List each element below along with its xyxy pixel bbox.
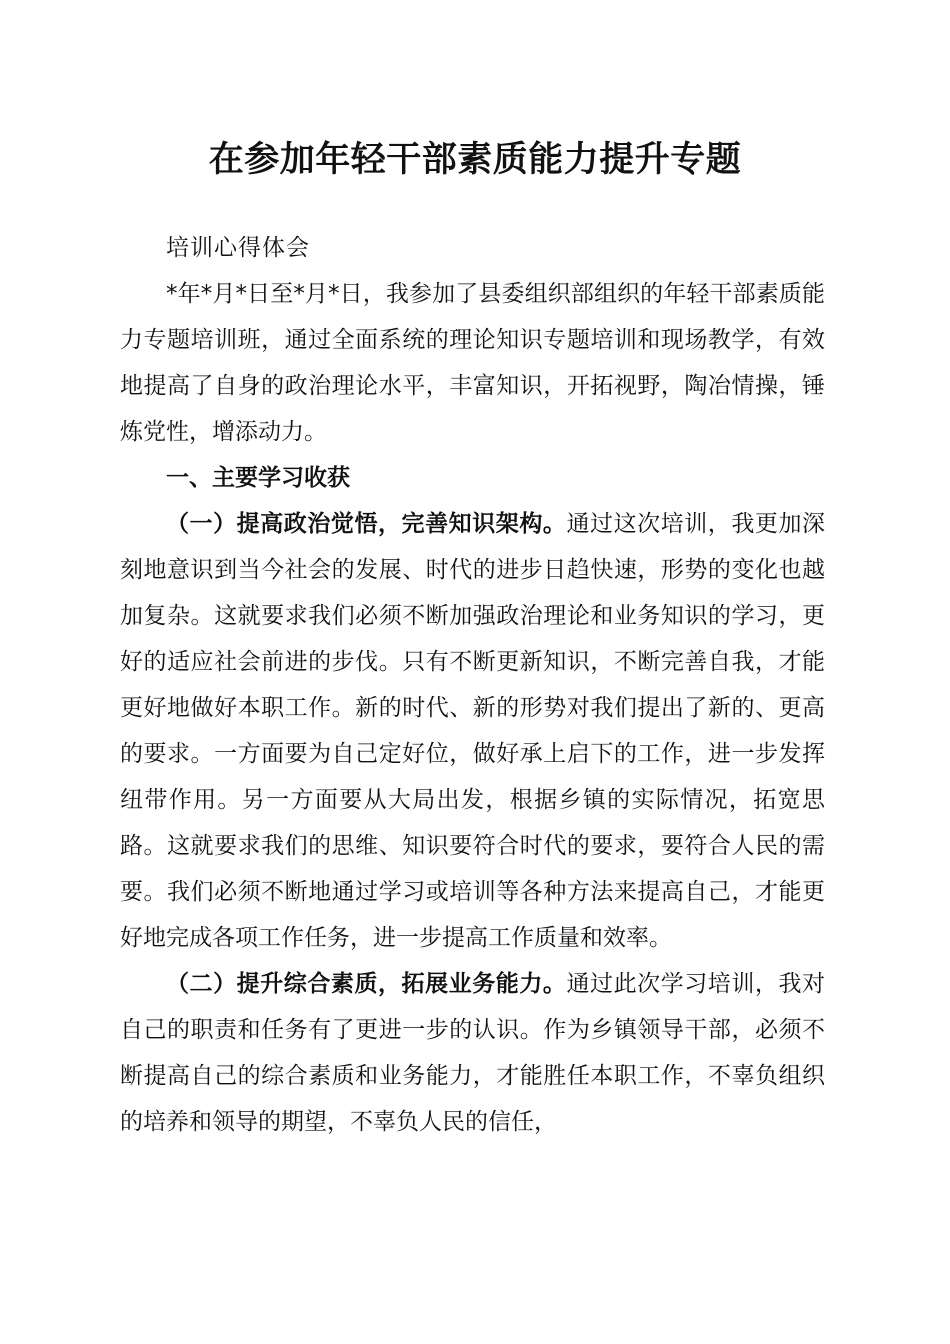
- paragraph-two-lead: （二）提升综合素质，拓展业务能力。: [166, 971, 567, 997]
- paragraph-two-body: 通过此次学习培训，我对自己的职责和任务有了更进一步的认识。作为乡镇领导干部，必须不断提高自己的综合素质和业务能力，才能胜任本职工作，不辜负组织的培养和领导的期望，不辜负人民的信任，: [120, 971, 826, 1135]
- paragraph-one: [120, 501, 825, 961]
- paragraph-one-lead: （一）提高政治觉悟，完善知识架构。: [166, 511, 567, 537]
- intro-paragraph: *年*月*日至*月*日，我参加了县委组织部组织的年轻干部素质能力专题培训班，通过全面系统的理论知识专题培训和现场教学，有效地提高了自身的政治理论水平，丰富知识，开拓视野，陶冶情操，锤炼党性，增添动力。: [120, 281, 825, 445]
- paragraph-one-body: 通过这次培训，我更加深刻地意识到当今社会的发展、时代的进步日趋快速，形势的变化也越加复杂。这就要求我们必须不断加强政治理论和业务知识的学习，更好的适应社会前进的步伐。只有不断更新知识，不断完善自我，才能更好地做好本职工作。新的时代、新的形势对我们提出了新的、更高的要求。一方面要为自己定好位，做好承上启下的工作，进一步发挥纽带作用。另一方面要从大局出发，根据乡镇的实际情况，拓宽思路。这就要求我们的思维、知识要符合时代的要求，要符合人民的需要。我们必须不断地通过学习或培训等各种方法来提高自己，才能更好地完成各项工作任务，进一步提高工作质量和效率。: [120, 511, 826, 951]
- section-heading: 一、主要学习收获: [166, 465, 350, 491]
- paragraph-two: [120, 961, 825, 1145]
- document-body: [120, 225, 825, 1145]
- document-subtitle: 培训心得体会: [166, 235, 310, 261]
- document-title: 在参加年轻干部素质能力提升专题: [208, 139, 742, 180]
